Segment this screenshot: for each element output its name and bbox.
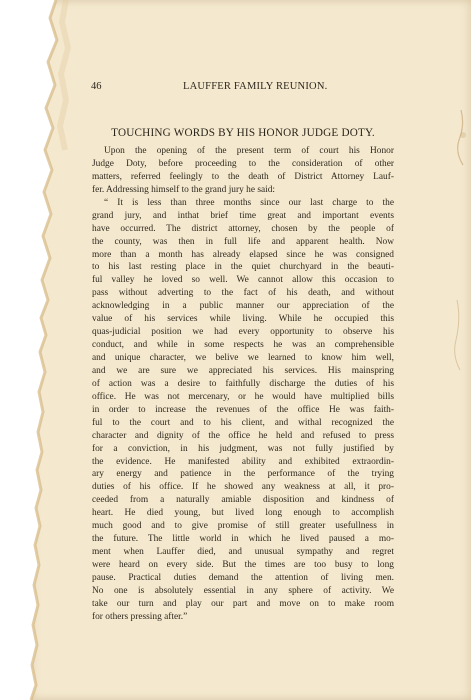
text-line: fer. Addressing himself to the grand jury he said: bbox=[92, 184, 276, 195]
text-line: have occurred. The district attorney, chosen by the people of bbox=[92, 223, 394, 234]
text-line: pass without adverting to the fact of his death, and without bbox=[92, 288, 394, 299]
text-line: more than a month has already elapsed since he was consigned bbox=[92, 249, 394, 260]
text-line: “ It is less than three months since our last charge to the bbox=[104, 197, 394, 208]
text-line: and unique character, we belive we learned to know him well, bbox=[92, 353, 394, 363]
text-line: ment when Lauffer died, and unusual sympathy and regret bbox=[92, 547, 394, 558]
right-edge-stains bbox=[441, 0, 471, 700]
text-line: Upon the opening of the present term of court his Honor bbox=[104, 146, 394, 156]
text-line: duties of his office. If he showed any weakness at all, it pro- bbox=[92, 482, 394, 493]
text-line: the county, was then in full life and apparent health. Now bbox=[92, 236, 394, 247]
text-line: office. He was not mercenary, or he would have multiplied bills bbox=[92, 391, 394, 402]
text-line: ceeded from a naturally amiable disposition and kindness of bbox=[92, 495, 394, 506]
text-line: for a conviction, in his judgment, was not fully justified by bbox=[92, 443, 394, 454]
text-line: matters, referred feelingly to the death of District Attorney Lauf- bbox=[92, 171, 394, 182]
text-line: ary energy and patience in the performance of the trying bbox=[92, 469, 394, 480]
running-head: LAUFFER FAMILY REUNION. bbox=[183, 81, 328, 92]
text-line: take our turn and play our part and move on to make room bbox=[92, 598, 394, 609]
text-line: the future. The little world in which he lived paused a mo- bbox=[92, 534, 394, 545]
text-line: character and dignity of the office he held and refused to press bbox=[92, 430, 394, 441]
page-number: 46 bbox=[91, 81, 102, 92]
text-line: much good and to give promise of still greater usefullness in bbox=[92, 521, 394, 532]
text-line: in order to increase the revenues of the office He was faith- bbox=[92, 404, 394, 415]
text-line: Judge Doty, before proceeding to the consideration of other bbox=[92, 158, 394, 169]
article-title: TOUCHING WORDS BY HIS HONOR JUDGE DOTY. bbox=[111, 127, 375, 139]
text-line: grand jury, and inthat brief time great and important events bbox=[92, 210, 394, 221]
text-line: No one is absolutely essential in any sphere of activity. We bbox=[92, 585, 394, 596]
text-line: were heard on every side. But the times are too busy to long bbox=[92, 560, 394, 570]
text-line: ful valley he loved so well. We cannot allow this occasion to bbox=[92, 275, 394, 286]
text-line: pause. Practical duties demand the attention of living men. bbox=[92, 572, 394, 583]
text-line: of action was a desire to faithfully discharge the duties of his bbox=[92, 378, 394, 389]
text-line: and we are sure we appreciated his services. His mainspring bbox=[92, 365, 394, 376]
text-line: value of his services while living. While he occupied this bbox=[92, 314, 394, 325]
text-line: quas-judicial position we had every opportunity to observe his bbox=[92, 327, 394, 338]
text-line: acknowledging in a public manner our appreciation of the bbox=[92, 301, 394, 312]
text-line: to his last resting place in the quiet churchyard in the beauti- bbox=[92, 262, 394, 273]
text-line: ful to the court and to his client, and withal recognized the bbox=[92, 417, 394, 428]
article-body bbox=[92, 145, 394, 624]
torn-left-edge bbox=[26, 0, 86, 700]
text-line: conduct, and while in some respects he was an comprehensible bbox=[92, 340, 394, 351]
text-line: for others pressing after.” bbox=[92, 611, 188, 622]
text-line: the evidence. He manifested ability and exhibited extraordin- bbox=[92, 456, 394, 467]
text-line: heart. He died young, but lived long enough to accomplish bbox=[92, 508, 394, 519]
